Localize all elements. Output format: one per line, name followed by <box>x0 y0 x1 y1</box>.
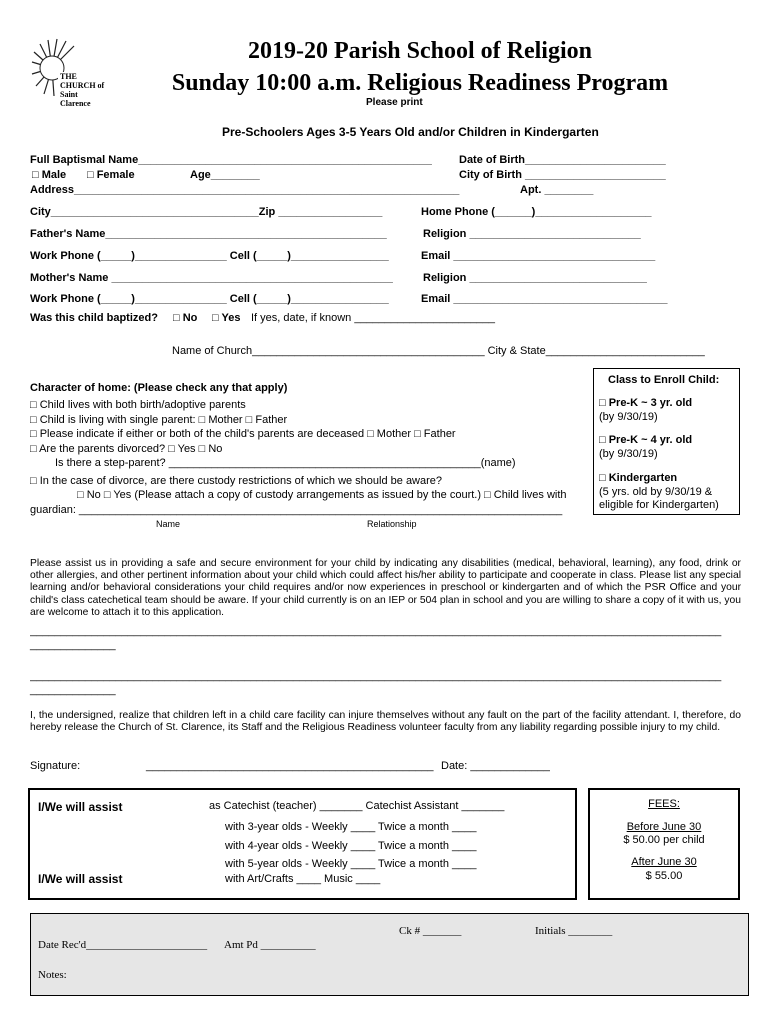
fees-box <box>588 788 740 900</box>
apt-field[interactable]: Apt. ________ <box>520 184 594 196</box>
both-parents-checkbox[interactable]: □ Child lives with both birth/adoptive parents <box>30 399 246 411</box>
father-name-field[interactable]: Father's Name______________________________________________ <box>30 228 387 240</box>
special-needs-line-1b[interactable]: ______________ <box>30 639 116 651</box>
volunteer-box <box>28 788 577 900</box>
check-number-field[interactable]: Ck # _______ <box>399 925 462 937</box>
five-year-olds-option[interactable]: with 5-year olds - Weekly ____ Twice a month ____ <box>225 858 477 870</box>
father-work-phone-field[interactable]: Work Phone (_____)_______________ Cell (_____)________________ <box>30 250 389 262</box>
kindergarten-note-2: eligible for Kindergarten) <box>599 499 719 511</box>
mother-work-phone-field[interactable]: Work Phone (_____)_______________ Cell (_____)________________ <box>30 293 389 305</box>
will-assist-label-1: I/We will assist <box>38 800 123 814</box>
art-music-option[interactable]: with Art/Crafts ____ Music ____ <box>225 873 381 885</box>
date-of-birth-field[interactable]: Date of Birth_______________________ <box>459 154 666 166</box>
date-received-field[interactable]: Date Rec'd______________________ <box>38 939 208 951</box>
signature-field[interactable]: _______________________________________________ <box>146 760 434 772</box>
female-checkbox[interactable]: □ Female <box>87 169 135 181</box>
fees-heading: FEES: <box>648 798 680 810</box>
character-heading: Character of home: (Please check any that apply) <box>30 382 288 394</box>
city-of-birth-field[interactable]: City of Birth _______________________ <box>459 169 666 181</box>
liability-release-paragraph: I, the undersigned, realize that children left in a child care facility can injure themselves without any fault on the part of the facility attendant. I, therefore, do hereby release the Church of St. Clarence, its Staff and the Religious Readiness volunteer faculty from any liability regarding possible injury to my child. <box>30 710 741 734</box>
father-religion-field[interactable]: Religion ____________________________ <box>423 228 641 240</box>
step-parent-field[interactable]: Is there a step-parent? ___________________________________________________(name) <box>55 457 516 469</box>
age-field[interactable]: Age________ <box>190 169 260 181</box>
pre-k-4-note: (by 9/30/19) <box>599 448 658 460</box>
page-title: 2019-20 Parish School of Religion <box>247 38 592 64</box>
fee-after-label: After June 30 <box>631 856 697 868</box>
page-subtitle-program: Sunday 10:00 a.m. Religious Readiness Program <box>171 70 669 96</box>
initials-field[interactable]: Initials ________ <box>535 925 613 937</box>
catechist-option[interactable]: as Catechist (teacher) _______ Catechist Assistant _______ <box>209 800 505 812</box>
custody-yes-no[interactable]: □ No □ Yes (Please attach a copy of custody arrangements as issued by the court.) □ Child lives with <box>77 489 567 501</box>
please-print-note: Please print <box>366 97 423 108</box>
church-name-field[interactable]: Name of Church______________________________________ City & State__________________________ <box>172 345 705 357</box>
will-assist-label-2: I/We will assist <box>38 872 123 886</box>
parents-divorced-checkbox[interactable]: □ Are the parents divorced? □ Yes □ No <box>30 443 223 455</box>
four-year-olds-option[interactable]: with 4-year olds - Weekly ____ Twice a month ____ <box>225 840 477 852</box>
mother-email-field[interactable]: Email ___________________________________ <box>421 293 668 305</box>
father-email-field[interactable]: Email _________________________________ <box>421 250 656 262</box>
three-year-olds-option[interactable]: with 3-year olds - Weekly ____ Twice a month ____ <box>225 821 477 833</box>
address-field[interactable]: Address_______________________________________________________________ <box>30 184 460 196</box>
baptized-question: Was this child baptized? <box>30 312 158 324</box>
guardian-relationship-label: Relationship <box>367 519 417 529</box>
baptized-no-checkbox[interactable]: □ No <box>173 312 198 324</box>
pre-k-3-checkbox[interactable]: □ Pre-K ~ 3 yr. old <box>599 397 693 409</box>
special-needs-line-2b[interactable]: ______________ <box>30 684 116 696</box>
male-checkbox[interactable]: □ Male <box>32 169 67 181</box>
date-field[interactable]: Date: _____________ <box>441 760 550 772</box>
single-parent-checkbox[interactable]: □ Child is living with single parent: □ Mother □ Father <box>30 414 288 426</box>
kindergarten-checkbox[interactable]: □ Kindergarten <box>599 472 678 484</box>
home-phone-field[interactable]: Home Phone (______)___________________ <box>421 206 652 218</box>
logo-text: THE CHURCH of Saint Clarence <box>60 72 105 108</box>
fee-before-amount: $ 50.00 per child <box>623 834 705 846</box>
notes-label: Notes: <box>38 969 67 981</box>
fee-before-label: Before June 30 <box>626 821 702 833</box>
full-baptismal-name-field[interactable]: Full Baptismal Name________________________________________________ <box>30 154 432 166</box>
custody-restrictions-checkbox[interactable]: □ In the case of divorce, are there custody restrictions of which we should be aware? <box>30 475 443 487</box>
baptism-date-field[interactable]: If yes, date, if known _______________________ <box>251 312 496 324</box>
mother-name-field[interactable]: Mother's Name ______________________________________________ <box>30 272 393 284</box>
special-needs-line-2[interactable]: _________________________________________________________________________________________________________________ <box>30 670 722 682</box>
special-needs-paragraph: Please assist us in providing a safe and secure environment for your child by indicating any disabilities (medical, behavioral, learning), any food, drink or other allergies, and other pertinent information about your child which could affect his/her ability to participate and cooperate in class. Please list any special learning and/or behavioral considerations your child requires and/or now experiences in preschool or kindergarten and of which the PSR Office and your child's class catechetical team should be aware. If your child currently is on an IEP or 504 plan in school and you are willing to share a copy of it with us, you are welcome to attach it to this application. <box>30 558 741 618</box>
parent-deceased-checkbox[interactable]: □ Please indicate if either or both of the child's parents are deceased □ Mother □ Father <box>30 428 456 440</box>
church-logo <box>30 38 110 108</box>
office-use-box <box>30 913 749 996</box>
kindergarten-note-1: (5 yrs. old by 9/30/19 & <box>599 486 713 498</box>
special-needs-line-1[interactable]: _________________________________________________________________________________________________________________ <box>30 625 722 637</box>
class-enroll-heading: Class to Enroll Child: <box>608 374 720 386</box>
mother-religion-field[interactable]: Religion _____________________________ <box>423 272 647 284</box>
pre-k-3-note: (by 9/30/19) <box>599 411 658 423</box>
guardian-name-label: Name <box>156 519 181 529</box>
baptized-yes-checkbox[interactable]: □ Yes <box>212 312 241 324</box>
guardian-field[interactable]: guardian: _______________________________________________________________________________ <box>30 504 563 516</box>
fee-after-amount: $ 55.00 <box>645 870 683 882</box>
class-enroll-box <box>593 368 740 515</box>
city-zip-field[interactable]: City__________________________________Zip _________________ <box>30 206 383 218</box>
signature-label: Signature: <box>30 760 81 772</box>
amount-paid-field[interactable]: Amt Pd __________ <box>224 939 316 951</box>
pre-k-4-checkbox[interactable]: □ Pre-K ~ 4 yr. old <box>599 434 693 446</box>
age-subtitle: Pre-Schoolers Ages 3-5 Years Old and/or Children in Kindergarten <box>222 125 599 139</box>
